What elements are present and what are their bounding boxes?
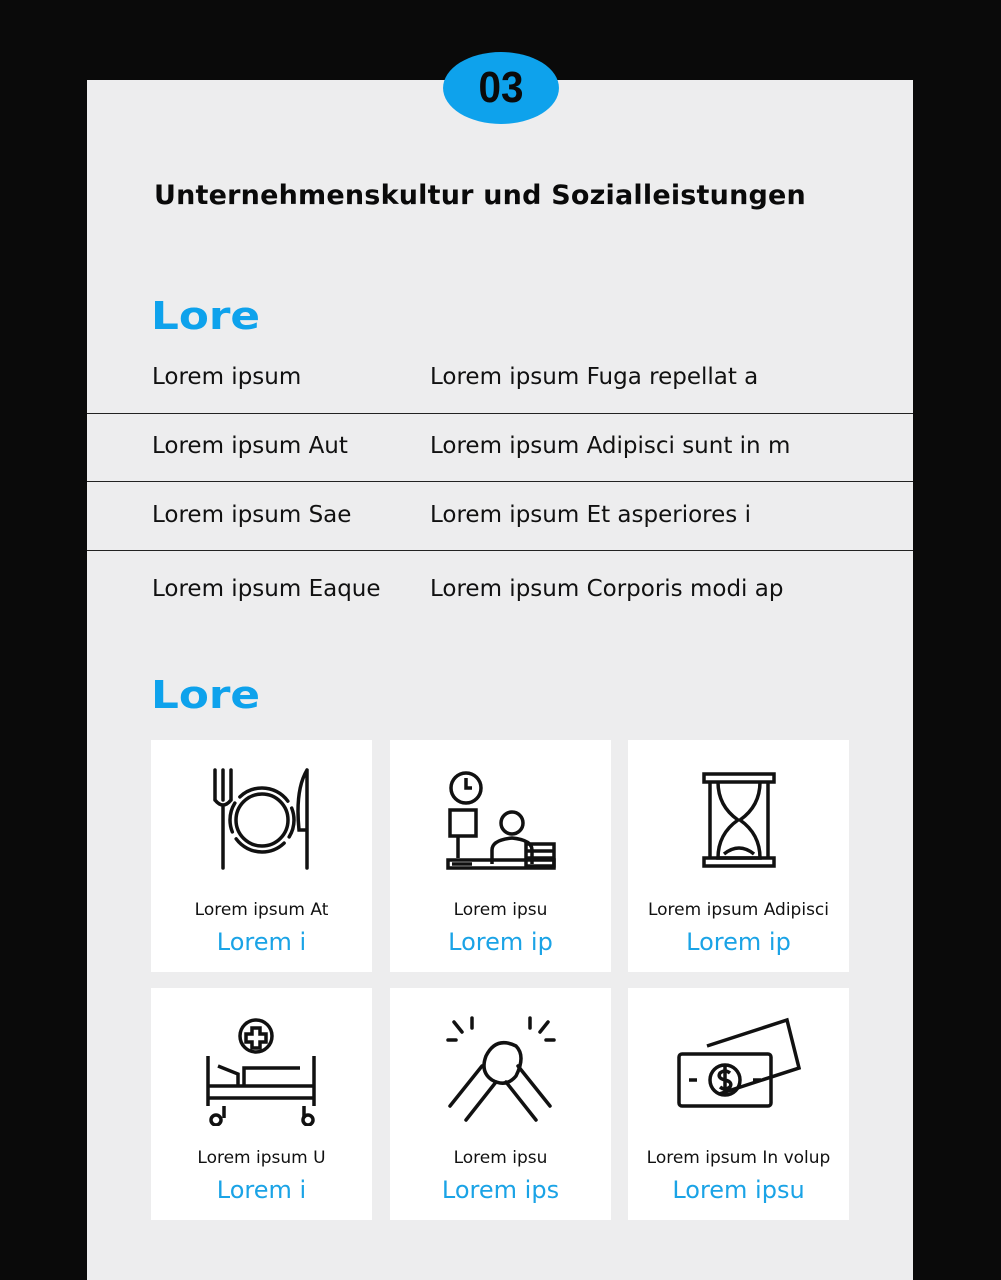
hospital-bed-icon xyxy=(204,1016,320,1126)
card-subtitle: Lorem ipsum At xyxy=(194,900,329,920)
row-label: Lorem ipsum xyxy=(152,364,302,390)
row-label: Lorem ipsum Sae xyxy=(152,502,352,528)
row-value: Lorem ipsum Et asperiores i xyxy=(430,502,751,528)
card-subtitle: Lorem ipsum U xyxy=(197,1148,326,1168)
card-subtitle: Lorem ipsum In volup xyxy=(646,1148,831,1168)
row-label: Lorem ipsum Eaque xyxy=(152,576,381,602)
row-value: Lorem ipsum Fuga repellat a xyxy=(430,364,759,390)
divider xyxy=(87,550,913,551)
section-heading-1: Lore xyxy=(151,294,261,338)
card-value: Lorem ipsu xyxy=(672,1176,805,1204)
page-title: Unternehmenskultur und Sozialleistungen xyxy=(154,180,806,211)
benefit-card xyxy=(151,988,372,1220)
card-value: Lorem i xyxy=(216,928,307,956)
card-subtitle: Lorem ipsu xyxy=(453,900,548,920)
row-label: Lorem ipsum Aut xyxy=(152,433,348,459)
benefit-card xyxy=(628,988,849,1220)
step-badge: 03 xyxy=(443,52,559,124)
card-value: Lorem ip xyxy=(686,928,791,956)
section-heading-2: Lore xyxy=(151,673,261,717)
row-value: Lorem ipsum Adipisci sunt in m xyxy=(430,433,791,459)
office-worker-icon xyxy=(446,768,556,878)
card-value: Lorem ip xyxy=(448,928,553,956)
benefit-card xyxy=(390,740,611,972)
card-subtitle: Lorem ipsum Adipisci xyxy=(647,900,829,920)
card-subtitle: Lorem ipsu xyxy=(453,1148,548,1168)
money-icon xyxy=(677,1016,801,1126)
divider xyxy=(87,481,913,482)
benefit-card xyxy=(151,740,372,972)
dining-icon xyxy=(207,768,317,878)
card-value: Lorem ips xyxy=(441,1176,560,1204)
handshake-icon xyxy=(446,1016,556,1126)
benefit-card xyxy=(390,988,611,1220)
hourglass-icon xyxy=(684,768,794,878)
row-value: Lorem ipsum Corporis modi ap xyxy=(430,576,784,602)
card-value: Lorem i xyxy=(216,1176,307,1204)
benefit-card xyxy=(628,740,849,972)
divider xyxy=(87,413,913,414)
